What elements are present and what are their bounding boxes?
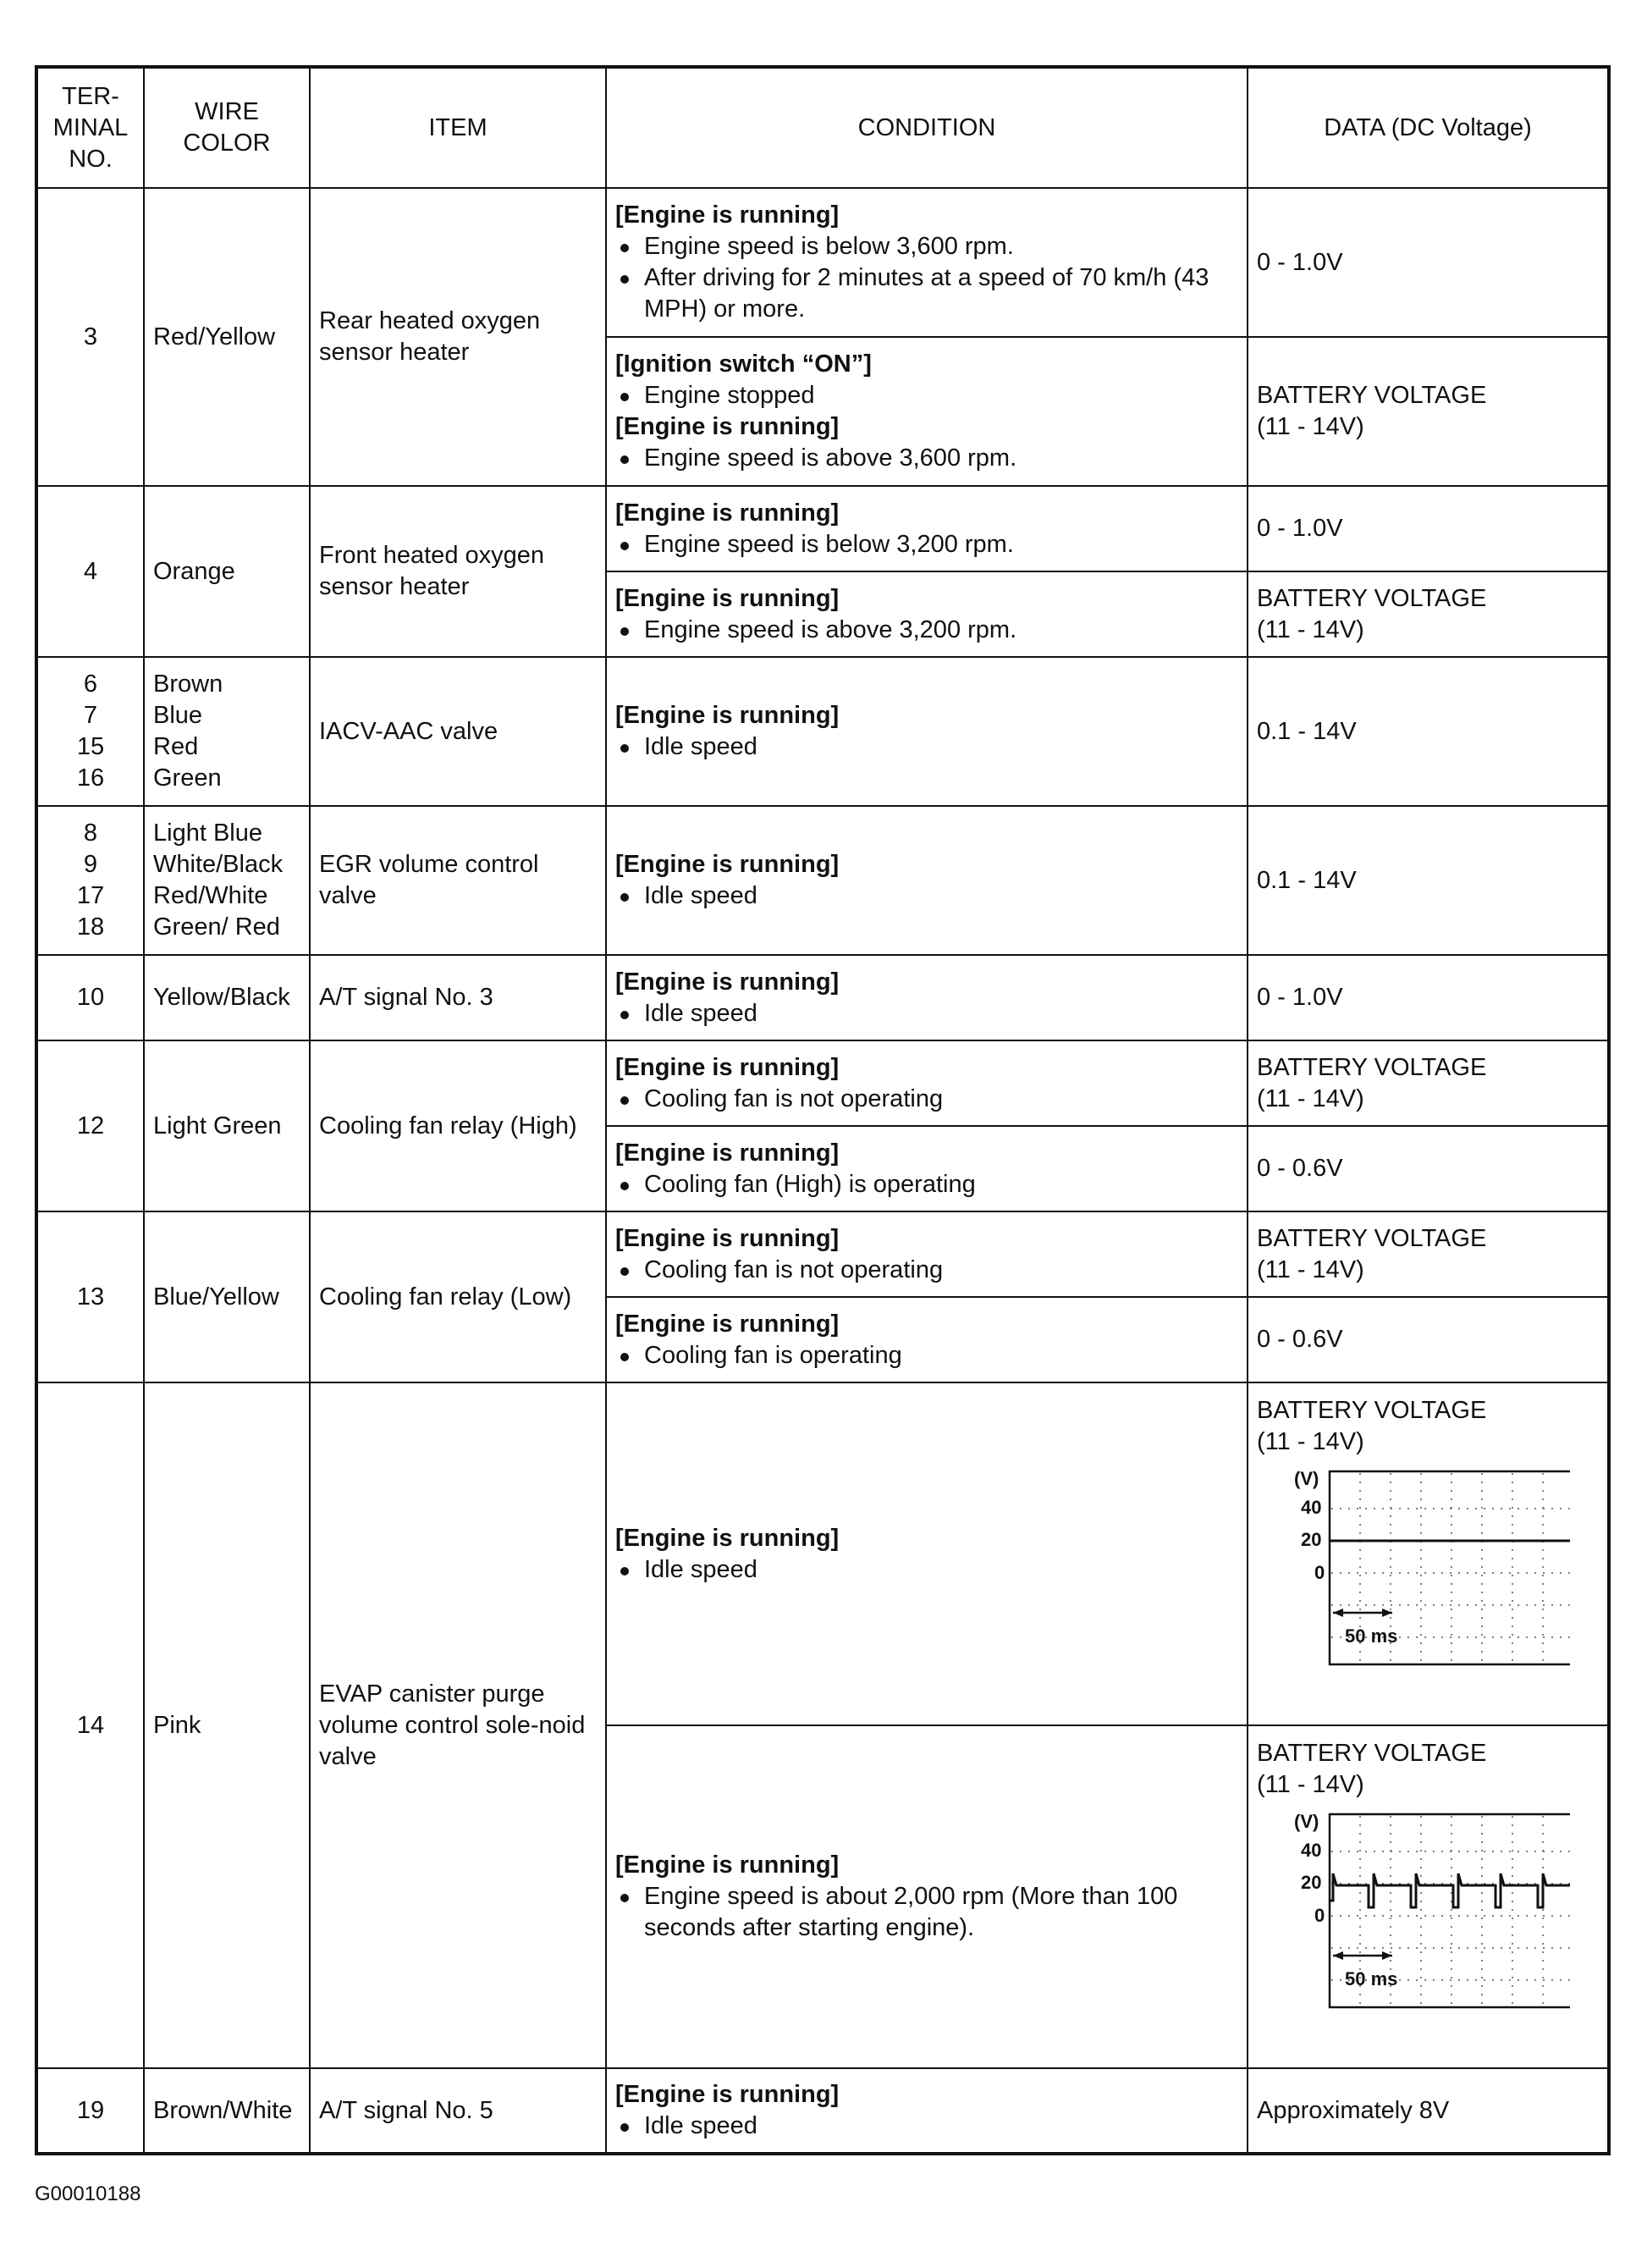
terminal-no: 6 7 15 16 (36, 657, 144, 806)
data-text: BATTERY VOLTAGE (11 - 14V) (1257, 1397, 1487, 1455)
condition-cell (606, 2068, 1248, 2154)
condition-bullet: Cooling fan is operating (615, 1340, 1238, 1371)
data-value: 0.1 - 14V (1248, 657, 1609, 806)
data-value: BATTERY VOLTAGE (11 - 14V) (1248, 571, 1609, 657)
item-name: IACV-AAC valve (310, 657, 606, 806)
header-row (36, 67, 1609, 188)
wire-color: Red/Yellow (144, 188, 310, 486)
arrow-left-icon (1333, 1951, 1343, 1960)
table-row (36, 188, 1609, 337)
condition-cell (606, 188, 1248, 337)
header-condition: CONDITION (606, 67, 1248, 188)
scope-tick-40: 40 (1301, 1840, 1322, 1861)
scope-time-label: 50 ms (1345, 1625, 1398, 1647)
scope-unit-label: (V) (1294, 1468, 1319, 1489)
wire-color: Yellow/Black (144, 955, 310, 1040)
condition-bullet: Idle speed (615, 880, 1238, 912)
terminal-no: 12 (36, 1040, 144, 1211)
data-value: 0 - 1.0V (1248, 955, 1609, 1040)
scope-tick-0: 0 (1314, 1905, 1325, 1926)
arrow-left-icon (1333, 1609, 1343, 1617)
data-value: 0 - 0.6V (1248, 1126, 1609, 1211)
condition-title: [Engine is running] (615, 1224, 840, 1252)
condition-bullet: Idle speed (615, 2111, 1238, 2142)
item-name: Cooling fan relay (Low) (310, 1211, 606, 1382)
table-row (36, 1040, 1609, 1126)
table-row (36, 486, 1609, 571)
oscilloscope-2000rpm-waveform (1291, 1807, 1570, 2011)
data-value: BATTERY VOLTAGE (11 - 14V) (1248, 1040, 1609, 1126)
condition-cell (606, 1211, 1248, 1297)
condition-cell (606, 657, 1248, 806)
data-value: BATTERY VOLTAGE (11 - 14V) (1248, 337, 1609, 486)
condition-title: [Engine is running] (615, 2081, 840, 2108)
condition-bullet: Engine speed is above 3,200 rpm. (615, 615, 1238, 646)
condition-title: [Engine is running] (615, 1524, 840, 1552)
item-name: EGR volume control valve (310, 806, 606, 955)
condition-title: [Engine is running] (615, 1053, 840, 1081)
data-value: 0 - 0.6V (1248, 1297, 1609, 1382)
data-value: 0 - 1.0V (1248, 188, 1609, 337)
data-value: BATTERY VOLTAGE (11 - 14V) (1248, 1211, 1609, 1297)
table-row (36, 1211, 1609, 1297)
condition-bullet: Idle speed (615, 1554, 1238, 1586)
figure-code: G00010188 (35, 2182, 141, 2205)
condition-cell (606, 486, 1248, 571)
wire-color: Light Blue White/Black Red/White Green/ Red (144, 806, 310, 955)
condition-cell (606, 1297, 1248, 1382)
scope-pulse-signal (1330, 1873, 1570, 1907)
wire-color: Brown Blue Red Green (144, 657, 310, 806)
condition-bullet: Engine speed is below 3,600 rpm. (615, 231, 1238, 262)
condition-cell (606, 955, 1248, 1040)
condition-title: [Engine is running] (615, 201, 840, 229)
data-value: 0 - 1.0V (1248, 486, 1609, 571)
condition-title: [Engine is running] (615, 968, 840, 996)
condition-cell (606, 1126, 1248, 1211)
condition-bullet: After driving for 2 minutes at a speed of 70 km/h (43 MPH) or more. (615, 262, 1238, 325)
condition-title: [Engine is running] (615, 1310, 840, 1338)
condition-cell (606, 337, 1248, 486)
terminal-no: 13 (36, 1211, 144, 1382)
condition-bullet: Idle speed (615, 998, 1238, 1029)
data-value (1248, 1382, 1609, 1725)
condition-bullet: Cooling fan (High) is operating (615, 1169, 1238, 1200)
condition-cell (606, 806, 1248, 955)
condition-cell (606, 1725, 1248, 2068)
condition-cell (606, 1382, 1248, 1725)
terminal-no: 3 (36, 188, 144, 486)
terminal-no: 10 (36, 955, 144, 1040)
condition-title: [Ignition switch “ON”] (615, 350, 872, 378)
condition-cell (606, 1040, 1248, 1126)
oscilloscope-idle-waveform (1291, 1465, 1570, 1668)
condition-title: [Engine is running] (615, 702, 840, 729)
data-text: BATTERY VOLTAGE (11 - 14V) (1257, 1740, 1487, 1798)
data-value: Approximately 8V (1248, 2068, 1609, 2154)
condition-title: [Engine is running] (615, 1139, 840, 1167)
data-value (1248, 1725, 1609, 2068)
table-row (36, 806, 1609, 955)
wire-color: Pink (144, 1382, 310, 2068)
wire-color: Orange (144, 486, 310, 657)
item-name: A/T signal No. 5 (310, 2068, 606, 2154)
scope-unit-label: (V) (1294, 1811, 1319, 1832)
condition-bullet: Cooling fan is not operating (615, 1084, 1238, 1115)
table-row (36, 657, 1609, 806)
condition-title: [Engine is running] (615, 584, 840, 612)
condition-bullet: Engine speed is about 2,000 rpm (More than 100 seconds after starting engine). (615, 1881, 1238, 1944)
condition-bullet: Idle speed (615, 731, 1238, 763)
scope-tick-0: 0 (1314, 1562, 1325, 1583)
condition-title: [Engine is running] (615, 1851, 840, 1879)
wire-color: Light Green (144, 1040, 310, 1211)
terminal-no: 19 (36, 2068, 144, 2154)
scope-time-label: 50 ms (1345, 1968, 1398, 1989)
item-name: EVAP canister purge volume control sole-noid valve (310, 1382, 606, 2068)
item-name: Cooling fan relay (High) (310, 1040, 606, 1211)
condition-bullet: Engine speed is below 3,200 rpm. (615, 529, 1238, 560)
condition-title: [Engine is running] (615, 413, 840, 440)
condition-title: [Engine is running] (615, 851, 840, 878)
data-value: 0.1 - 14V (1248, 806, 1609, 955)
table-row (36, 955, 1609, 1040)
header-data: DATA (DC Voltage) (1248, 67, 1609, 188)
item-name: Front heated oxygen sensor heater (310, 486, 606, 657)
table-row (36, 1382, 1609, 1725)
scope-tick-20: 20 (1301, 1872, 1322, 1893)
terminal-no: 14 (36, 1382, 144, 2068)
table-row (36, 2068, 1609, 2154)
condition-bullet: Cooling fan is not operating (615, 1255, 1238, 1286)
terminal-no: 4 (36, 486, 144, 657)
header-terminal: TER- MINAL NO. (36, 67, 144, 188)
scope-tick-20: 20 (1301, 1529, 1322, 1550)
wire-color: Brown/White (144, 2068, 310, 2154)
wire-color: Blue/Yellow (144, 1211, 310, 1382)
item-name: A/T signal No. 3 (310, 955, 606, 1040)
terminal-data-table (35, 65, 1611, 2155)
header-wire-color: WIRE COLOR (144, 67, 310, 188)
condition-bullet: Engine stopped (615, 380, 1238, 411)
header-item: ITEM (310, 67, 606, 188)
item-name: Rear heated oxygen sensor heater (310, 188, 606, 486)
condition-title: [Engine is running] (615, 499, 840, 527)
scope-tick-40: 40 (1301, 1497, 1322, 1518)
terminal-no: 8 9 17 18 (36, 806, 144, 955)
condition-cell (606, 571, 1248, 657)
condition-bullet: Engine speed is above 3,600 rpm. (615, 443, 1238, 474)
